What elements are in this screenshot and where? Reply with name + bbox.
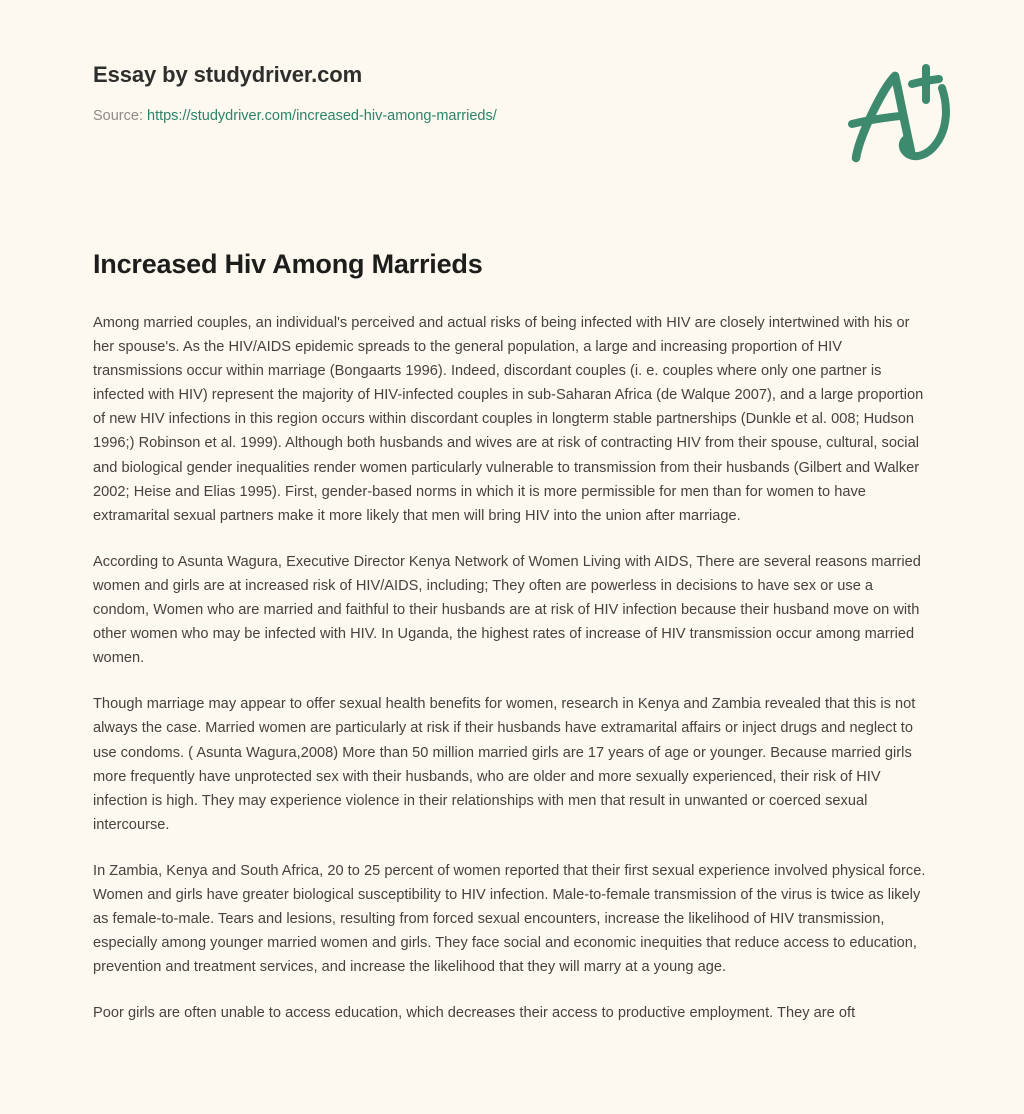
paragraph: Among married couples, an individual's perceived and actual risks of being infected with HIV are closely intertwined with his or her spouse's. As the HIV/AIDS epidemic spreads to the general population, a large and increasing proportion of HIV transmissions occur within marriage (Bongaarts 1996). Indeed, discordant couples (i. e. couples where only one partner is infected with HIV) represent the majority of HIV-infected couples in sub-Saharan Africa (de Walque 2007), and a large proportion of new HIV infections in this region occurs within discordant couples in longterm stable partnerships (Dunkle et al. 008; Hudson 1996;) Robinson et al. 1999). Although both husbands and wives are at risk of contracting HIV from their spouse, cultural, social and biological gender inequalities render women particularly vulnerable to transmission from their husbands (Gilbert and Walker 2002; Heise and Elias 1995). First, gender-based norms in which it is more permissible for men than for women to have extramarital sexual partners make it more likely that men will bring HIV into the union after marriage. (93, 315, 924, 524)
source-line (93, 107, 954, 126)
studydriver-logo (838, 58, 958, 168)
source-url-link[interactable]: https://studydriver.com/increased-hiv-among-marrieds/ (147, 108, 497, 125)
page-title: Increased Hiv Among Marrieds (93, 249, 483, 279)
source-label: Source: (93, 108, 147, 125)
document-body (93, 311, 931, 1025)
a-plus-icon (838, 58, 958, 168)
paragraph: Poor girls are often unable to access education, which decreases their access to productive employment. They are oft (93, 1005, 856, 1022)
paragraph: In Zambia, Kenya and South Africa, 20 to 25 percent of women reported that their first sexual experience involved physical force. Women and girls have greater biological susceptibility to HIV infection. Male-to-female transmission of the virus is twice as likely as female-to-male. Tears and lesions, resulting from forced sexual encounters, increase the likelihood of HIV transmission, especially among younger married women and girls. They face social and economic inequities that reduce access to education, prevention and treatment services, and increase the likelihood that they will marry at a young age. (93, 862, 926, 976)
paragraph: According to Asunta Wagura, Executive Director Kenya Network of Women Living with AIDS, There are several reasons married women and girls are at increased risk of HIV/AIDS, including; They often are powerless in decisions to have sex or use a condom, Women who are married and faithful to their husbands are at risk of HIV infection because their husband move on with other women who may be infected with HIV. In Uganda, the highest rates of increase of HIV transmission occur among married women. (93, 553, 921, 667)
page-header (93, 62, 954, 172)
paragraph: Though marriage may appear to offer sexual health benefits for women, research in Kenya and Zambia revealed that this is not always the case. Married women are particularly at risk if their husbands have extramarital affairs or inject drugs and neglect to use condoms. ( Asunta Wagura,2008) More than 50 million married girls are 17 years of age or younger. Because married girls more frequently have unprotected sex with their husbands, who are older and more sexually experienced, their risk of HIV infection is high. They may experience violence in their relationships with men that result in unwanted or coerced sexual intercourse. (93, 696, 916, 833)
brand-title: Essay by studydriver.com (93, 62, 363, 87)
